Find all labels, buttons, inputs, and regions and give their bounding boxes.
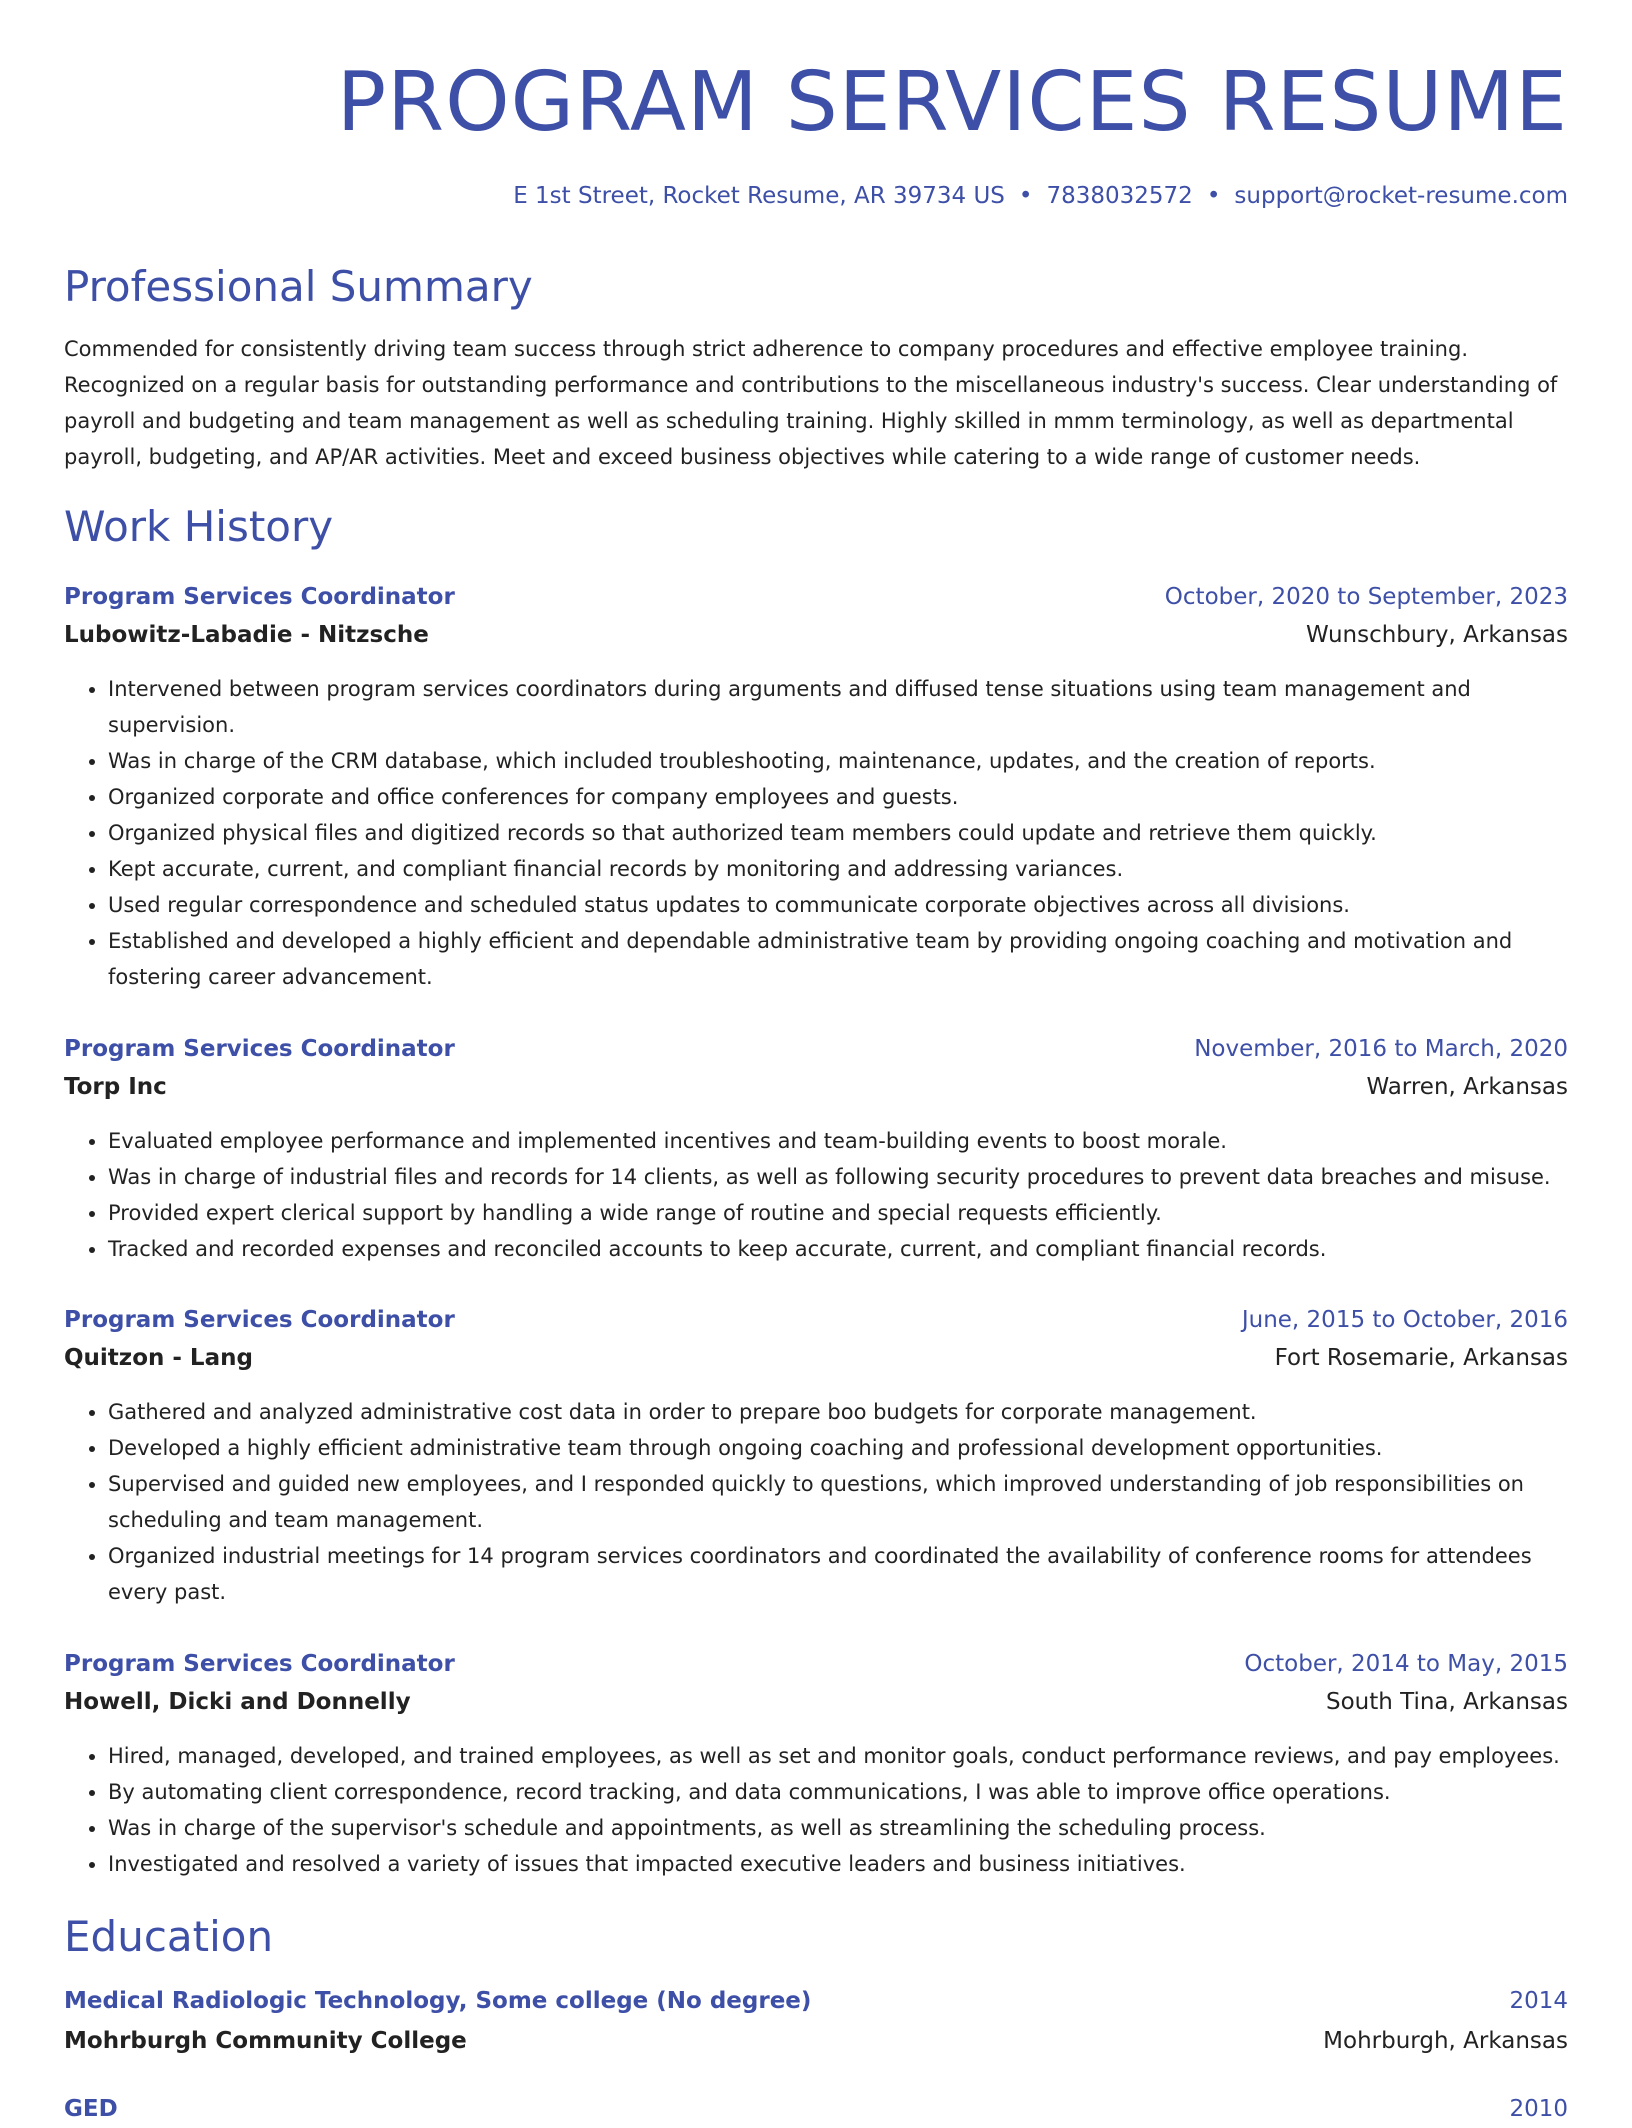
job-bullet: • Used regular correspondence and scheduled status updates to communicate corporate objectives across all divisions. <box>108 887 1568 923</box>
job-location: Fort Rosemarie, Arkansas <box>1274 1345 1568 1371</box>
job-dates: October, 2020 to September, 2023 <box>1164 584 1568 610</box>
job-employer <box>64 616 1568 654</box>
job-bullet: • Intervened between program services coordinators during arguments and diffused tense situations using team management and supervision. <box>108 671 1568 743</box>
job-title: Program Services Coordinator <box>64 584 455 610</box>
education-year: 2010 <box>1509 2096 1568 2122</box>
job-bullet: • Supervised and guided new employees, and I responded quickly to questions, which improved understanding of job responsibilities on scheduling and team management. <box>108 1466 1568 1538</box>
contact-separator: • <box>1206 183 1221 209</box>
job-company: Lubowitz-Labadie - Nitzsche <box>64 622 429 648</box>
job-bullet: • Provided expert clerical support by handling a wide range of routine and special requests efficiently. <box>108 1195 1568 1231</box>
job-bullet: • Evaluated employee performance and implemented incentives and team-building events to boost morale. <box>108 1123 1568 1159</box>
job-dates: October, 2014 to May, 2015 <box>1244 1651 1568 1677</box>
summary-text: Commended for consistently driving team success through strict adherence to company procedures and effective employee training. Recognized on a regular basis for outstanding performance and contributions to the miscellaneous industry's success. Clear understanding of payroll and budgeting and team management as well as scheduling training. Highly skilled in mmm terminology, as well as departmental payroll, budgeting, and AP/AR activities. Meet and exceed business objectives while catering to a wide range of customer needs. <box>64 337 1558 469</box>
work-history-heading: Work History <box>64 502 334 551</box>
job-company: Quitzon - Lang <box>64 1345 253 1371</box>
contact-email[interactable]: support@rocket-resume.com <box>1234 183 1568 209</box>
job-title: Program Services Coordinator <box>64 1651 455 1677</box>
job-title: Program Services Coordinator <box>64 1036 455 1062</box>
job-header <box>64 578 1568 616</box>
education-school-row <box>64 2022 1568 2060</box>
job-employer <box>64 1339 1568 1377</box>
job-bullets <box>64 1123 1568 1267</box>
job-dates: November, 2016 to March, 2020 <box>1194 1036 1568 1062</box>
job-bullets <box>64 1738 1568 1882</box>
job-employer <box>64 1683 1568 1721</box>
education-year: 2014 <box>1509 1988 1568 2014</box>
job-bullet: • Organized physical files and digitized records so that authorized team members could update and retrieve them quickly. <box>108 815 1568 851</box>
contact-line <box>513 180 1568 212</box>
job-company: Torp Inc <box>64 1074 167 1100</box>
job-location: Warren, Arkansas <box>1366 1074 1568 1100</box>
job-bullet: • Was in charge of industrial files and records for 14 clients, as well as following security procedures to prevent data breaches and misuse. <box>108 1159 1568 1195</box>
education-header <box>64 1982 1568 2020</box>
job-dates: June, 2015 to October, 2016 <box>1241 1307 1568 1333</box>
job-bullet: • Kept accurate, current, and compliant financial records by monitoring and addressing variances. <box>108 851 1568 887</box>
job-title: Program Services Coordinator <box>64 1307 455 1333</box>
job-bullet: • Investigated and resolved a variety of issues that impacted executive leaders and business initiatives. <box>108 1846 1568 1882</box>
job-bullet: • By automating client correspondence, record tracking, and data communications, I was able to improve office operations. <box>108 1774 1568 1810</box>
job-bullets <box>64 671 1568 995</box>
job-header <box>64 1301 1568 1339</box>
job-bullet: • Developed a highly efficient administrative team through ongoing coaching and professional development opportunities. <box>108 1430 1568 1466</box>
job-bullets <box>64 1394 1568 1610</box>
resume-title: PROGRAM SERVICES RESUME <box>336 55 1568 150</box>
job-header <box>64 1645 1568 1683</box>
job-bullet: • Established and developed a highly efficient and dependable administrative team by providing ongoing coaching and motivation and fostering career advancement. <box>108 923 1568 995</box>
job-bullet: • Hired, managed, developed, and trained employees, as well as set and monitor goals, conduct performance reviews, and pay employees. <box>108 1738 1568 1774</box>
education-location: Mohrburgh, Arkansas <box>1323 2028 1568 2054</box>
job-bullet: • Organized corporate and office conferences for company employees and guests. <box>108 779 1568 815</box>
job-header <box>64 1030 1568 1068</box>
contact-phone: 7838032572 <box>1046 183 1193 209</box>
job-location: Wunschbury, Arkansas <box>1306 622 1568 648</box>
contact-address: E 1st Street, Rocket Resume, AR 39734 US <box>513 183 1005 209</box>
job-employer <box>64 1068 1568 1106</box>
education-heading: Education <box>64 1912 274 1961</box>
summary-heading: Professional Summary <box>64 262 533 311</box>
education-degree: GED <box>64 2096 118 2122</box>
education-degree: Medical Radiologic Technology, Some college (No degree) <box>64 1988 812 2014</box>
education-header <box>64 2090 1568 2128</box>
education-school: Mohrburgh Community College <box>64 2028 467 2054</box>
job-company: Howell, Dicki and Donnelly <box>64 1689 411 1715</box>
contact-separator: • <box>1018 183 1033 209</box>
job-location: South Tina, Arkansas <box>1325 1689 1568 1715</box>
job-bullet: • Organized industrial meetings for 14 program services coordinators and coordinated the availability of conference rooms for attendees every past. <box>108 1538 1568 1610</box>
job-bullet: • Was in charge of the supervisor's schedule and appointments, as well as streamlining the scheduling process. <box>108 1810 1568 1846</box>
job-bullet: • Tracked and recorded expenses and reconciled accounts to keep accurate, current, and compliant financial records. <box>108 1231 1568 1267</box>
job-bullet: • Gathered and analyzed administrative cost data in order to prepare boo budgets for corporate management. <box>108 1394 1568 1430</box>
job-bullet: • Was in charge of the CRM database, which included troubleshooting, maintenance, updates, and the creation of reports. <box>108 743 1568 779</box>
